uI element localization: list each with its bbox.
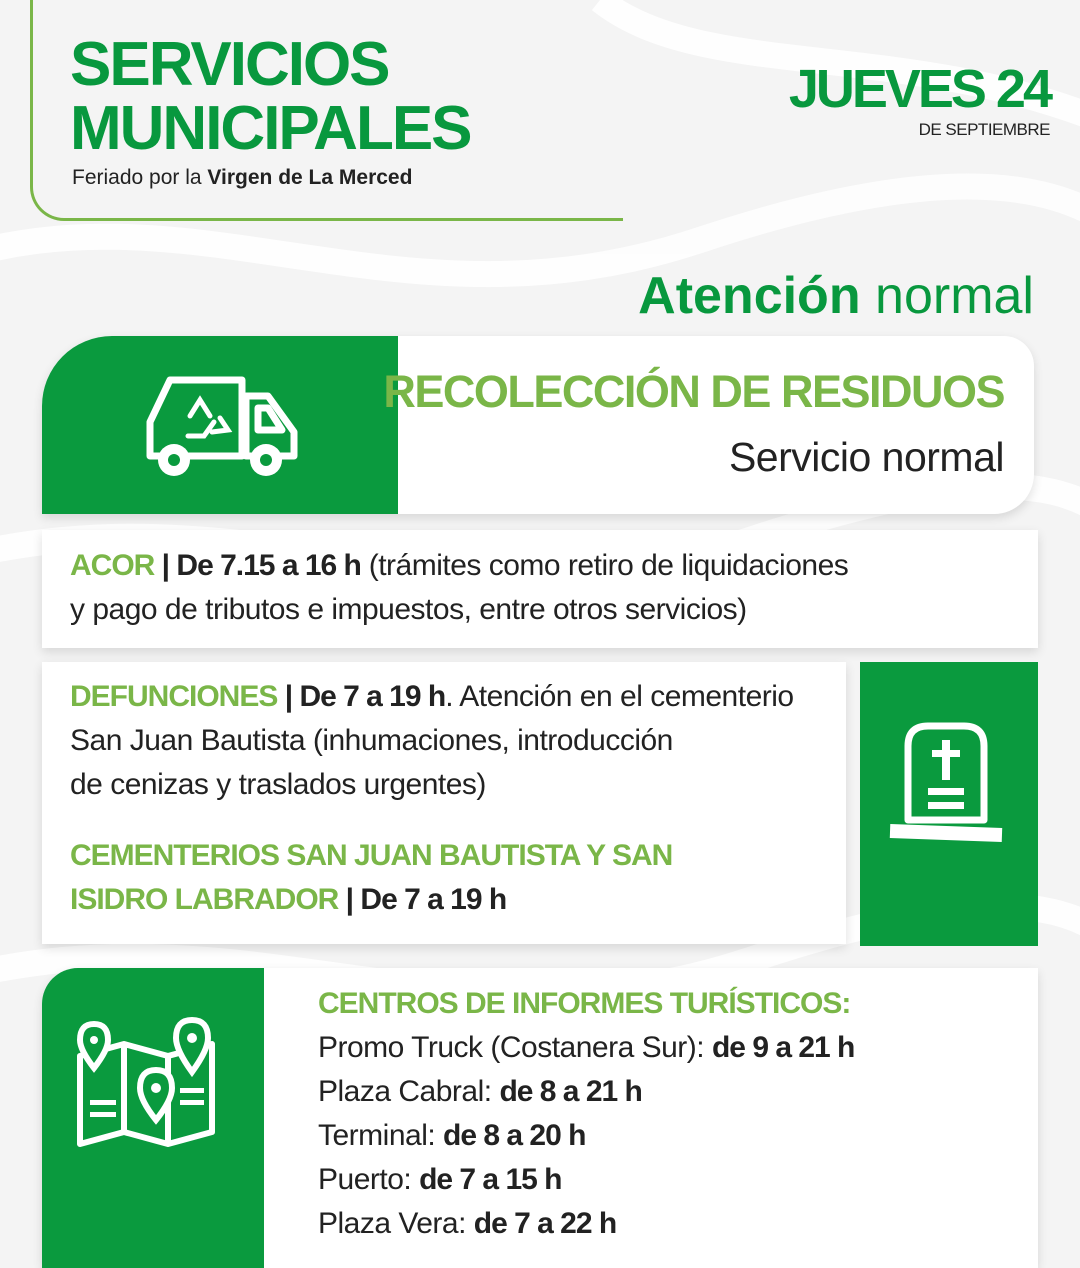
tourism-hours: de 8 a 20 h: [443, 1119, 586, 1152]
map-pin-icon: [72, 1016, 228, 1150]
tourism-place: Plaza Cabral:: [318, 1075, 500, 1108]
subtitle: [72, 166, 412, 190]
tourism-item: [318, 1070, 854, 1114]
tourism-item: [318, 1202, 854, 1246]
tourism-item: [318, 1026, 854, 1070]
acor-hours: De 7.15 a 16 h: [176, 549, 361, 582]
cementerios-hours: De 7 a 19 h: [360, 883, 507, 916]
cementerios-name-1: CEMENTERIOS SAN JUAN BAUTISTA Y SAN: [70, 839, 673, 872]
subtitle-bold: Virgen de La Merced: [207, 166, 413, 189]
date-month: DE SEPTIEMBRE: [918, 120, 1050, 139]
acor-name: ACOR: [70, 549, 155, 582]
attention-bold: Atención: [638, 267, 861, 325]
page-title-line1: SERVICIOS: [70, 30, 389, 99]
defunciones-detail-2: San Juan Bautista (inhumaciones, introducción: [70, 724, 673, 757]
page-title-line2: MUNICIPALES: [70, 94, 471, 163]
cementerios-line2: [70, 878, 672, 922]
recycling-truck-icon: [138, 372, 302, 478]
defunciones-separator: |: [277, 680, 300, 713]
cementerios-text: [70, 834, 672, 922]
defunciones-text: [70, 675, 794, 807]
cementerios-name-2: ISIDRO LABRADOR: [70, 883, 339, 916]
waste-title: RECOLECCIÓN DE RESIDUOS: [383, 366, 1004, 417]
acor-text: [70, 544, 848, 632]
defunciones-line1: [70, 675, 794, 719]
tourism-item: [318, 1114, 854, 1158]
tourism-place: Promo Truck (Costanera Sur):: [318, 1031, 712, 1064]
tourism-title: CENTROS DE INFORMES TURÍSTICOS:: [318, 987, 851, 1020]
acor-separator: |: [154, 549, 177, 582]
cementerios-separator: |: [338, 883, 361, 916]
tourism-place: Plaza Vera:: [318, 1207, 474, 1240]
date-day: JUEVES 24: [788, 59, 1050, 119]
tourism-hours: de 8 a 21 h: [499, 1075, 642, 1108]
tourism-hours: de 7 a 15 h: [419, 1163, 562, 1196]
attention-rest: normal: [860, 267, 1034, 325]
tourism-hours: de 9 a 21 h: [711, 1031, 855, 1064]
attention-heading: [638, 266, 1034, 326]
tourism-hours: de 7 a 22 h: [473, 1207, 617, 1240]
subtitle-prefix: Feriado por la: [72, 166, 208, 189]
tourism-item: [318, 1158, 854, 1202]
defunciones-detail-1: . Atención en el cementerio: [445, 680, 794, 713]
defunciones-hours: De 7 a 19 h: [299, 680, 446, 713]
waste-subtitle: Servicio normal: [728, 434, 1004, 480]
acor-detail-1: (trámites como retiro de liquidaciones: [360, 549, 849, 582]
acor-line1: [70, 544, 848, 588]
defunciones-detail-3: de cenizas y traslados urgentes): [70, 768, 486, 801]
tombstone-icon: [886, 716, 1006, 856]
tourism-place: Puerto:: [318, 1163, 420, 1196]
tourism-text: [318, 982, 854, 1246]
acor-detail-2: y pago de tributos e impuestos, entre otros servicios): [70, 593, 747, 626]
defunciones-name: DEFUNCIONES: [70, 680, 278, 713]
tourism-place: Terminal:: [318, 1119, 444, 1152]
